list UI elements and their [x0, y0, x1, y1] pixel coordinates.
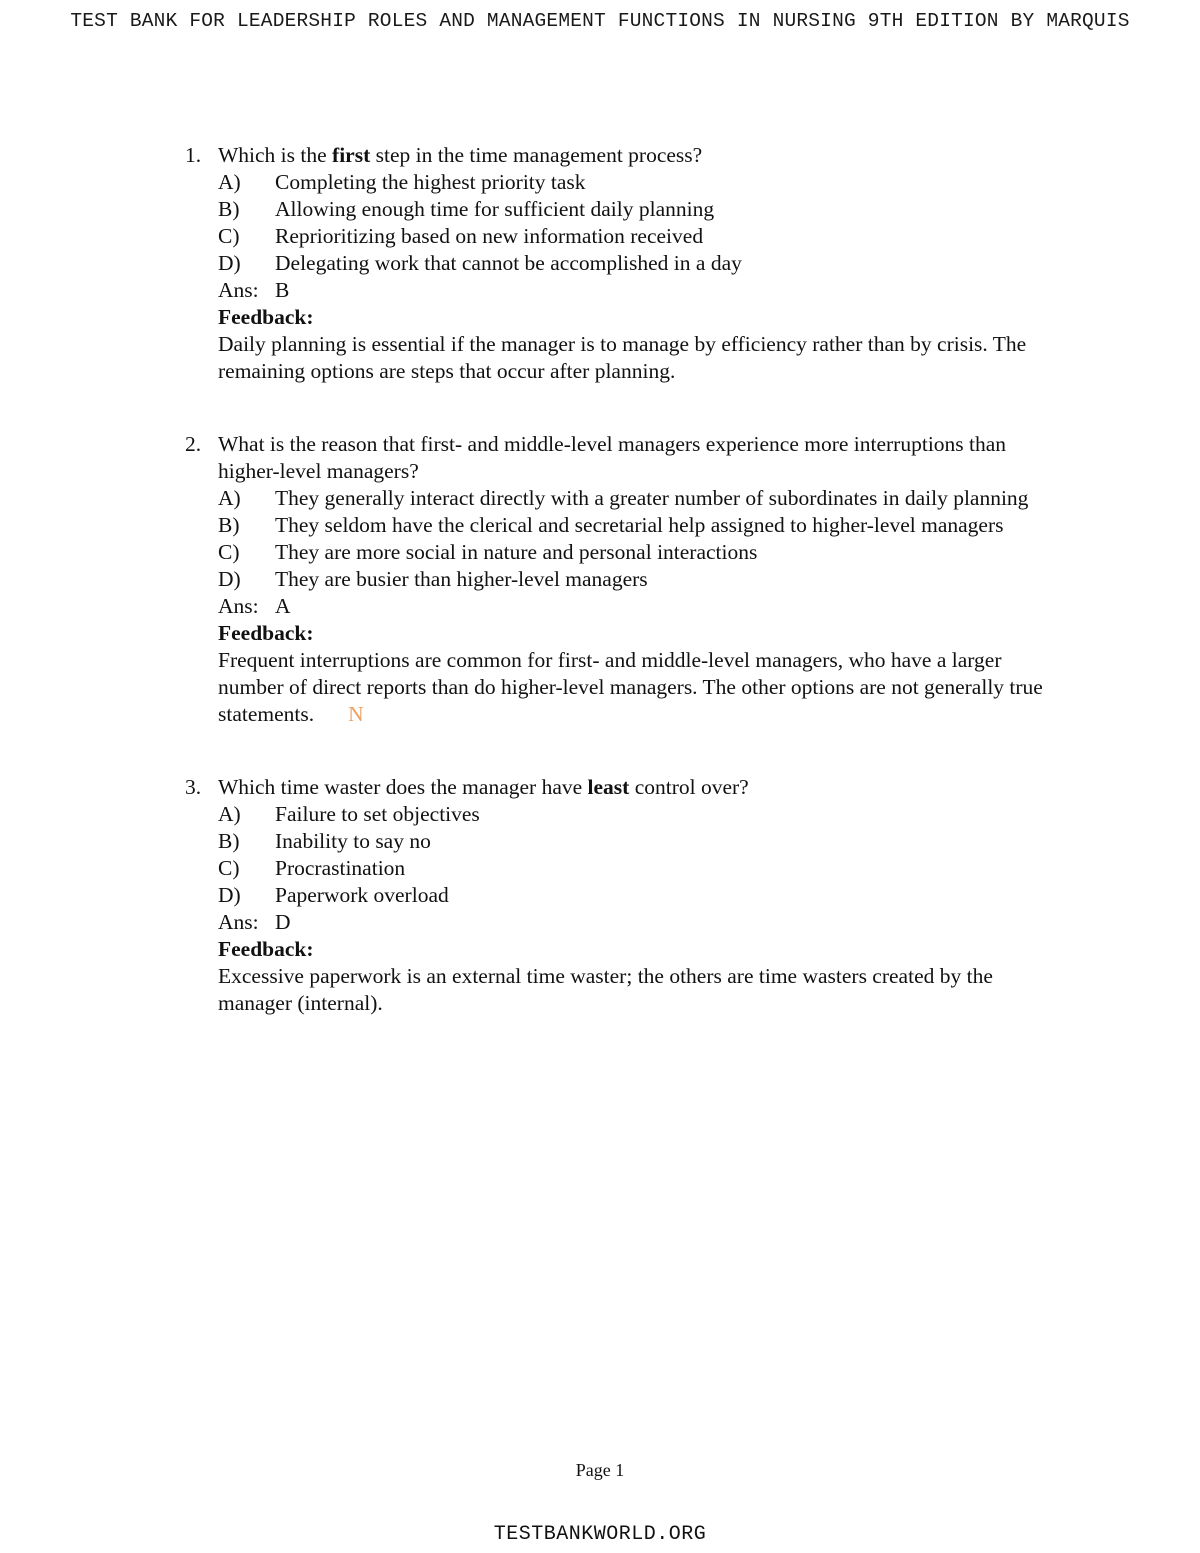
option-letter: D)	[218, 883, 241, 907]
stray-mark: N	[348, 702, 364, 726]
option-letter: D)	[218, 251, 241, 275]
question-number: 2.	[185, 432, 202, 456]
answer-line	[218, 277, 1065, 304]
option-letter: B)	[218, 197, 240, 221]
question-emphasis: least	[587, 775, 630, 799]
option-list	[218, 169, 1065, 277]
option-a	[218, 801, 1065, 828]
question-emphasis: first	[332, 143, 371, 167]
option-b	[218, 196, 1065, 223]
feedback-text	[218, 647, 1065, 728]
option-text: They seldom have the clerical and secretarial help assigned to higher-level managers	[275, 513, 1004, 537]
feedback-label: Feedback:	[218, 937, 314, 961]
option-text: Completing the highest priority task	[275, 170, 586, 194]
option-text: Procrastination	[275, 856, 406, 880]
option-text: They are busier than higher-level managers	[275, 567, 648, 591]
footer-site-watermark: TESTBANKWORLD.ORG	[493, 1523, 707, 1546]
option-list	[218, 485, 1065, 593]
option-text: Failure to set objectives	[275, 802, 480, 826]
feedback-label: Feedback:	[218, 621, 314, 645]
question-list	[185, 142, 1065, 1063]
option-text: Reprioritizing based on new information received	[275, 224, 704, 248]
question-text-part: Which is the	[218, 143, 333, 167]
question-text	[218, 142, 1065, 169]
option-text: Paperwork overload	[275, 883, 449, 907]
option-c	[218, 539, 1065, 566]
option-letter: A)	[218, 486, 241, 510]
option-letter: C)	[218, 224, 240, 248]
question-text	[218, 431, 1065, 485]
feedback-label: Feedback:	[218, 305, 314, 329]
option-d	[218, 250, 1065, 277]
question-stem	[185, 431, 1065, 485]
question-3	[185, 774, 1065, 1017]
question-text	[218, 774, 1065, 801]
option-c	[218, 855, 1065, 882]
answer-label: Ans:	[218, 910, 259, 934]
question-1	[185, 142, 1065, 385]
option-a	[218, 485, 1065, 512]
option-b	[218, 828, 1065, 855]
option-letter: B)	[218, 513, 240, 537]
question-text-part: What is the reason that first- and middle-level managers experience more interruptions than higher-level managers?	[218, 432, 1007, 483]
answer-line	[218, 909, 1065, 936]
question-stem	[185, 142, 1065, 169]
question-number: 3.	[185, 775, 202, 799]
option-letter: A)	[218, 170, 241, 194]
option-b	[218, 512, 1065, 539]
option-letter: C)	[218, 856, 240, 880]
option-d	[218, 566, 1065, 593]
answer-line	[218, 593, 1065, 620]
feedback-text-body: Frequent interruptions are common for first- and middle-level managers, who have a larger number of direct reports than do higher-level managers. The other options are not generally true statements.	[218, 648, 1043, 726]
option-letter: D)	[218, 567, 241, 591]
option-text: Inability to say no	[275, 829, 431, 853]
option-letter: A)	[218, 802, 241, 826]
question-text-part: step in the time management process?	[370, 143, 703, 167]
feedback-text: Daily planning is essential if the manager is to manage by efficiency rather than by crisis. The remaining options are steps that occur after planning.	[218, 332, 1027, 383]
question-2	[185, 431, 1065, 728]
page-number: Page 1	[575, 1460, 625, 1480]
question-stem	[185, 774, 1065, 801]
question-text-part: Which time waster does the manager have	[218, 775, 588, 799]
answer-value: A	[275, 594, 291, 618]
answer-label: Ans:	[218, 278, 259, 302]
feedback-text: Excessive paperwork is an external time waster; the others are time wasters created by the manager (internal).	[218, 964, 993, 1015]
document-header-title: TEST BANK FOR LEADERSHIP ROLES AND MANAGEMENT FUNCTIONS IN NURSING 9TH EDITION BY MARQUIS	[70, 10, 1130, 32]
option-d	[218, 882, 1065, 909]
question-number: 1.	[185, 143, 202, 167]
option-letter: C)	[218, 540, 240, 564]
option-letter: B)	[218, 829, 240, 853]
option-list	[218, 801, 1065, 909]
option-a	[218, 169, 1065, 196]
option-text: They are more social in nature and personal interactions	[275, 540, 758, 564]
question-text-part: control over?	[629, 775, 749, 799]
option-c	[218, 223, 1065, 250]
option-text: They generally interact directly with a greater number of subordinates in daily planning	[275, 486, 1029, 510]
answer-value: B	[275, 278, 290, 302]
answer-value: D	[275, 910, 291, 934]
option-text: Delegating work that cannot be accomplished in a day	[275, 251, 742, 275]
answer-label: Ans:	[218, 594, 259, 618]
option-text: Allowing enough time for sufficient daily planning	[275, 197, 715, 221]
